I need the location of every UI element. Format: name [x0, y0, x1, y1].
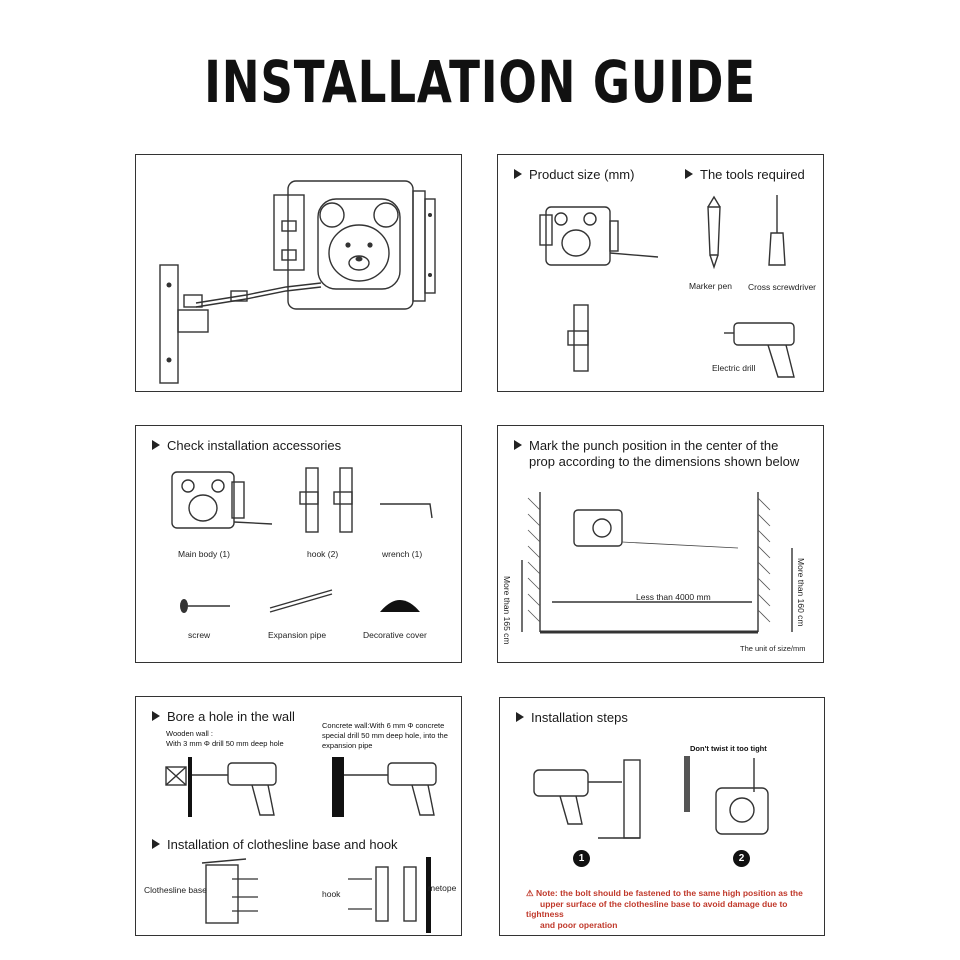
bore-heading: Bore a hole in the wall — [152, 709, 295, 724]
wall-span-diagram — [498, 426, 825, 664]
tool-caption: Cross screwdriver — [748, 282, 817, 292]
left-height-label: More than 165 cm — [502, 576, 512, 645]
step-1-badge: 1 — [573, 850, 590, 867]
metope-label: metope — [428, 883, 457, 893]
accessory-caption: Decorative cover — [363, 630, 427, 640]
warning-label: Don't twist it too tight — [690, 744, 767, 753]
span-label: Less than 4000 mm — [636, 592, 711, 602]
warning-icon: ⚠ — [526, 888, 534, 898]
product-size-panel — [497, 154, 824, 392]
accessories-panel — [135, 425, 462, 663]
tool-caption: Marker pen — [689, 281, 732, 291]
right-height-label: More than 160 cm — [796, 558, 806, 627]
mark-position-panel — [497, 425, 824, 663]
accessory-caption: wrench (1) — [382, 549, 423, 559]
page-title: INSTALLATION GUIDE — [204, 48, 756, 116]
accessory-caption: Expansion pipe — [268, 630, 327, 640]
bore-hole-panel — [135, 696, 462, 936]
accessories-heading: Check installation accessories — [152, 438, 341, 453]
concrete-wall-note: Concrete wall:With 6 mm Φ concrete special drill 50 mm deep hole, into the expansion pipe — [322, 721, 448, 750]
product-illustration — [136, 155, 463, 393]
base-label: Clothesline base — [144, 885, 207, 895]
mark-heading: Mark the punch position in the center of the prop according to the dimensions shown below — [514, 438, 799, 470]
accessory-caption: Main body (1) — [178, 549, 230, 559]
tools-heading: The tools required — [685, 167, 805, 182]
accessories-drawings — [136, 426, 463, 664]
product-size-drawings — [498, 155, 825, 393]
drilling-diagrams — [136, 697, 463, 937]
product-illustration-panel — [135, 154, 462, 392]
step-2-badge: 2 — [733, 850, 750, 867]
tool-caption: Electric drill — [712, 363, 756, 373]
clothesline-heading: Installation of clothesline base and hook — [152, 837, 398, 852]
steps-heading: Installation steps — [516, 710, 628, 725]
accessory-caption: hook (2) — [307, 549, 339, 559]
product-size-heading: Product size (mm) — [514, 167, 634, 182]
installation-steps-panel — [499, 697, 825, 936]
hook-label: hook — [322, 889, 341, 899]
arrow-icon — [152, 839, 160, 849]
wooden-wall-note: Wooden wall : With 3 mm Φ drill 50 mm deep hole — [166, 729, 284, 748]
installation-note: ⚠ Note: the bolt should be fastened to the same high position as the upper surface of the clothesline base to avoid damage due to tightness and poor operation — [526, 888, 803, 930]
accessory-caption: screw — [188, 630, 211, 640]
unit-note: The unit of size/mm — [740, 644, 806, 653]
